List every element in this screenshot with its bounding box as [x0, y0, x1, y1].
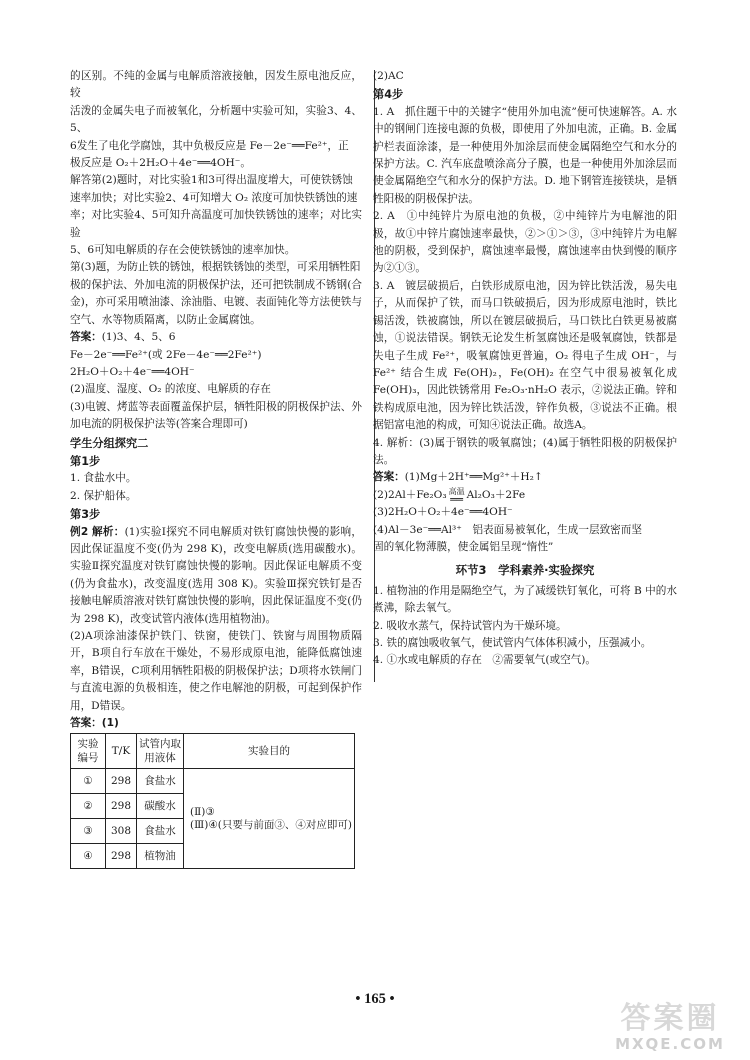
answer-line: (3)2H₂O＋O₂＋4e⁻══4OH⁻: [373, 506, 513, 519]
answer-line-2: [373, 487, 677, 507]
cell-liquid: 食盐水: [137, 769, 184, 794]
header-cell: T/K: [106, 734, 137, 769]
equation-left: (2)2Al＋Fe₂O₃: [373, 488, 447, 501]
question-3: 3. A 镀层破损后，白铁形成原电池，因为锌比铁活泼，易失电子，从而保护了铁，而马口铁破损后，因为形成原电池时，铁比锡活泼，铁被腐蚀，所以在镀层破损后，马口铁比白铁更易被腐蚀，①说法错误。钢铁无论发生析氢腐蚀还是吸氧腐蚀，铁都是失电子生成 Fe²⁺，吸氧腐蚀更普遍，O₂ 得电子生成 OH⁻，与 Fe²⁺ 结合生成 Fe(OH)₂，Fe(OH)₂ 在空气中很易被氧化成 Fe(OH)₃，因此铁锈常用 Fe₂O₃·nH₂O 表示，②说法正确。锌和铁构成原电池，因为锌比铁活泼，锌作负极，③说法不正确。根据铝富电池的构成，可知④说法正确。故选A。: [373, 279, 677, 432]
step-heading: 第4步: [373, 88, 404, 102]
cell-id: ②: [71, 794, 106, 819]
purpose-line: (Ⅲ)④(只要与前面③、④对应即可): [190, 818, 352, 831]
cell-temp: 298: [106, 794, 137, 819]
answer-line: 固的氧化物薄膜，使金属铝呈现“惰性”: [373, 540, 554, 553]
page-number: • 165 •: [355, 991, 395, 1007]
step-line: 2. 保护船体。: [70, 489, 137, 502]
experiment-table: [70, 733, 355, 869]
left-line: 第(3)题，为防止铁的锈蚀，根据铁锈蚀的类型，可采用牺牲阳: [70, 261, 361, 274]
step-heading: 第3步: [70, 508, 101, 522]
right-line: (2)AC: [373, 70, 404, 82]
answer-line: (3)电镀、烤蓝等表面覆盖保护层，牺牲阳极的阴极保护法、外加电流的阴极保护法等(答案合理即可): [70, 400, 362, 431]
cell-temp: 298: [106, 769, 137, 794]
cell-liquid: 植物油: [137, 844, 184, 869]
left-line: 5、6可知电解质的存在会使铁锈蚀的速率加快。: [70, 244, 296, 257]
left-line: 6发生了电化学腐蚀，其中负极反应是 Fe－2e⁻══Fe²⁺，正: [70, 139, 349, 152]
inquiry-item: 3. 铁的腐蚀吸收氧气，使试管内气体体积减小，压强减小。: [373, 637, 652, 649]
question-4: 4. 解析：(3)属于钢铁的吸氧腐蚀；(4)属于牺牲阳极的阴极保护法。: [373, 436, 677, 466]
watermark-logo: [602, 1003, 738, 1057]
inquiry-item: 2. 吸收水蒸气，保持试管内为干燥环境。: [373, 619, 567, 632]
right-column: [373, 68, 677, 670]
equation-right: Al₂O₃＋2Fe: [466, 488, 526, 501]
section-title: 环节3 学科素养·实验探究: [455, 563, 595, 578]
header-cell: 实验编号: [71, 734, 106, 769]
cell-temp: 308: [106, 819, 137, 844]
step-line: 1. 食盐水中。: [70, 472, 137, 485]
left-line: 率；对比实验4、5可知升高温度可加快铁锈蚀的速率；对比实验: [70, 209, 362, 239]
header-cell: 试管内取用液体: [137, 734, 184, 769]
cell-liquid: 食盐水: [137, 819, 184, 844]
example-text: (1)实验Ⅰ探究不同电解质对铁钉腐蚀快慢的影响，因此保证温度不变(仍为 298 K)，改变电解质(选用碳酸水)。实验Ⅱ探究温度对铁钉腐蚀快慢的影响。因此保证电解质不变(仍为食盐水)，改变温度(选用 308 K)。实验Ⅲ探究铁钉是否接触电解质溶液对铁钉腐蚀快慢的影响，因此保证温度不变(仍为 298 K)，改变试管内液体(选用植物油)。: [70, 525, 362, 625]
cell-id: ④: [71, 844, 106, 869]
group-title: 学生分组探究二: [70, 436, 149, 450]
inquiry-item: 4. ①水或电解质的存在 ②需要氧气(或空气)。: [373, 654, 597, 667]
watermark-text: 答案圈: [620, 1001, 720, 1036]
answer-line: (2)温度、湿度、O₂ 的浓度、电解质的存在: [70, 383, 271, 396]
inquiry-item: 1. 植物油的作用是隔绝空气，为了减缓铁钉氧化，可将 B 中的水煮沸，除去氧气。: [373, 584, 677, 615]
left-line: 极的保护法、外加电流的阴极保护法，还可把铁制成不锈钢(合金)，亦可采用喷油漆、涂油脂、电镀、表面钝化等方法使铁与空气、水等物质隔离，以防止金属腐蚀。: [70, 278, 362, 326]
answer-line: (1)Mg＋2H⁺══Mg²⁺＋H₂↑: [404, 471, 543, 484]
answer-line: Fe－2e⁻══Fe²⁺(或 2Fe－4e⁻══2Fe²⁺): [70, 348, 262, 361]
header-cell: 实验目的: [184, 734, 355, 769]
purpose-line: (Ⅱ)③: [190, 805, 215, 818]
left-line: 解答第(2)题时，对比实验1和3可得出温度增大，可使铁锈蚀: [70, 174, 353, 187]
table-header-row: [71, 734, 355, 769]
left-line: 的区别。不纯的金属与电解质溶液接触，因发生原电池反应，较: [70, 70, 362, 100]
example-text-2: (2)A项涂油漆保护铁门、铁窗，使铁门、铁窗与周围物质隔开，B项自行车放在干燥处，不易形成原电池，能降低腐蚀速率，B错误，C项利用牺牲阳极的阴极保护法；D项将水铁闸门与直流电源的负极相连，使之作电解池的阴极，可起到保护作用，D错误。: [70, 630, 362, 712]
left-line: 极反应是 O₂＋2H₂O＋4e⁻══4OH⁻。: [70, 157, 251, 170]
cell-temp: 298: [106, 844, 137, 869]
left-column: [70, 68, 362, 869]
cell-id: ①: [71, 769, 106, 794]
cell-liquid: 碳酸水: [137, 794, 184, 819]
answer-line: 2H₂O＋O₂＋4e⁻══4OH⁻: [70, 365, 195, 378]
reaction-arrow: [448, 487, 465, 507]
cell-purpose: [184, 769, 355, 869]
cell-id: ③: [71, 819, 106, 844]
step-heading: 第1步: [70, 454, 101, 468]
answer-label: 答案：: [70, 331, 102, 344]
table-answer-label: 答案：(1): [70, 717, 119, 730]
analysis-label: 解析：: [91, 525, 125, 538]
answer-label: 答案：: [373, 471, 405, 484]
left-line: 活泼的金属失电子而被氧化，分析题中实验可知，实验3、4、5、: [70, 104, 362, 135]
watermark-url: MXQE.COM: [615, 1035, 725, 1053]
left-line: 速率加快；对比实验2、4可知增大 O₂ 浓度可加快铁锈蚀的速: [70, 191, 358, 204]
question-2: 2. A ①中纯锌片为原电池的负极，②中纯锌片为电解池的阳极，故①中锌片腐蚀速率最快，②＞①＞③，③中纯锌片为电解池的阴极，受到保护，腐蚀速率最慢，腐蚀速率由快到慢的顺序为②①③。: [373, 210, 677, 275]
table-row: [71, 769, 355, 794]
question-1: 1. A 抓住题干中的关键字“使用外加电流”便可快速解答。A. 水中的钢闸门连接电源的负极，即使用了外加电流，正确。B. 金属护栏表面涂漆，是一种使用外加涂层而使金属隔绝空气和水分的保护方法。C. 汽车底盘喷涂高分子膜，也是一种使用外加涂层而使金属隔绝空气和水分的保护方法。D. 地下钢管连接镁块，是牺牲阳极的阴极保护法。: [373, 105, 677, 205]
reaction-condition: 高温: [448, 487, 465, 497]
answer-line: (4)Al－3e⁻══Al³⁺ 铝表面易被氧化，生成一层致密而坚: [373, 523, 642, 536]
answer-line: (1)3、4、5、6: [101, 331, 176, 344]
example-label: 例2: [70, 525, 89, 538]
double-bar-icon: ══: [450, 494, 463, 507]
